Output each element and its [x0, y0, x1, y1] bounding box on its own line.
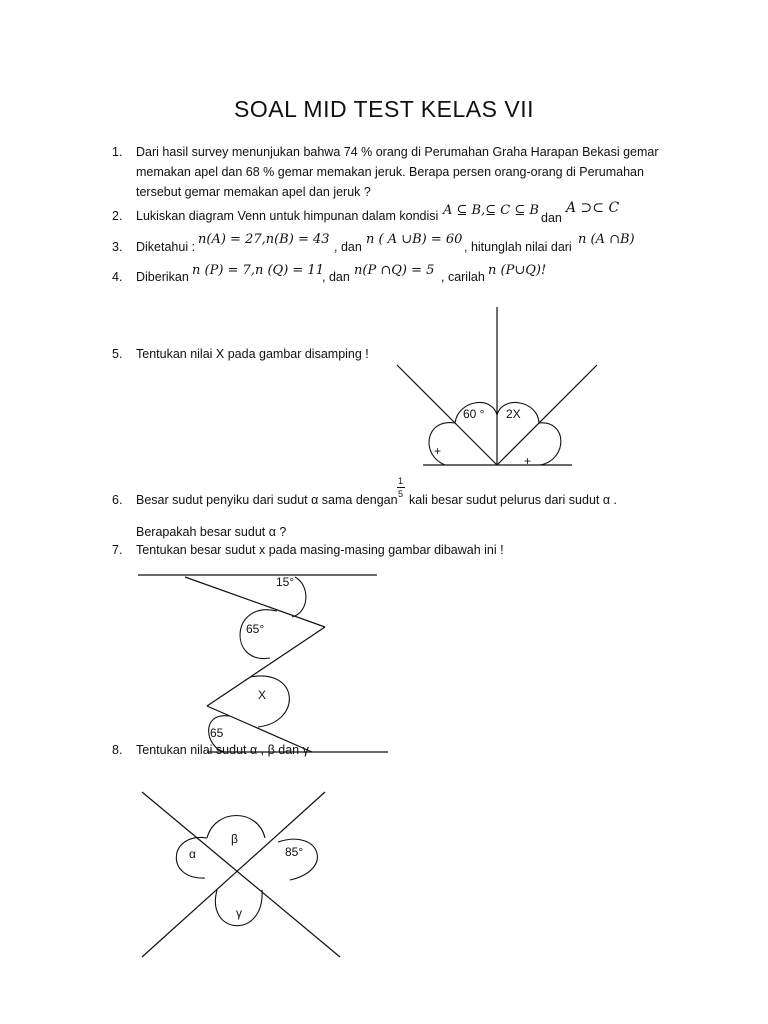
fraction-numerator: 1 — [398, 476, 404, 486]
question-text: , dan — [334, 240, 362, 254]
question-text-line: tersebut gemar memakan apel dan jeruk ? — [136, 185, 371, 199]
math-expression: A ⊆ B,⊆ C ⊆ B — [443, 203, 539, 218]
question-number: 6. — [112, 493, 123, 507]
question-number: 1. — [112, 145, 123, 159]
angle-label-65: 65° — [246, 622, 265, 636]
math-expression: n ( A ∪B) = 60 — [366, 232, 463, 247]
question-text-line: Dari hasil survey menunjukan bahwa 74 % orang di Perumahan Graha Harapan Bekasi gemar — [136, 145, 659, 159]
question-text: , dan — [322, 270, 350, 284]
fraction-denominator: 5 — [398, 489, 404, 499]
question-text: kali besar sudut pelurus dari sudut α . — [409, 493, 618, 507]
angle-label-15: 15° — [276, 575, 295, 589]
question-number: 2. — [112, 209, 123, 223]
question-text: , hitunglah nilai dari — [464, 240, 572, 254]
question-number: 8. — [112, 741, 122, 761]
math-expression: n (A ∩B) — [578, 232, 635, 247]
math-expression: n (P∪Q)! — [488, 263, 547, 278]
angle-label-x: X — [258, 688, 267, 702]
question-text: Tentukan nilai X pada gambar disamping ! — [136, 347, 369, 361]
angle-label-gamma: γ — [236, 906, 242, 920]
page-title: SOAL MID TEST KELAS VII — [234, 96, 534, 122]
svg-text:+: + — [434, 444, 442, 458]
angle-label-60: 60 ° — [463, 407, 485, 421]
math-expression: A ⊃⊂ C — [566, 200, 620, 216]
angle-label-alpha: α — [189, 847, 196, 861]
math-expression: n(P ∩Q) = 5 — [354, 263, 435, 278]
math-expression: n(A) = 27,n(B) = 43 — [198, 232, 330, 247]
question-text: Diketahui : — [136, 240, 196, 254]
question-text: Tentukan nilai sudut α , β dan γ — [136, 743, 309, 757]
svg-text:+: + — [524, 454, 532, 468]
question-number: 5. — [112, 347, 123, 361]
question-number: 7. — [112, 543, 123, 557]
question-text-line: memakan apel dan 68 % gemar memakan jeruk. Berapa persen orang-orang di Perumahan — [136, 165, 644, 179]
angle-label-2x: 2X — [506, 407, 521, 421]
question-text: Lukiskan diagram Venn untuk himpunan dalam kondisi — [136, 209, 439, 223]
question-number: 4. — [112, 270, 123, 284]
question-text: , carilah — [441, 270, 485, 284]
question-number: 3. — [112, 240, 123, 254]
angle-label-85: 85° — [285, 845, 304, 859]
angle-label-65-bottom: 65 — [210, 726, 224, 740]
angle-label-beta: β — [231, 832, 238, 846]
question-text: Besar sudut penyiku dari sudut α sama dengan — [136, 493, 398, 507]
question-text: Tentukan besar sudut x pada masing-masing gambar dibawah ini ! — [136, 543, 504, 557]
question-text: Berapakah besar sudut α ? — [136, 525, 287, 539]
question-text: dan — [541, 211, 562, 225]
question-text: Diberikan — [136, 270, 189, 284]
math-expression: n (P) = 7,n (Q) = 11 — [192, 263, 324, 278]
